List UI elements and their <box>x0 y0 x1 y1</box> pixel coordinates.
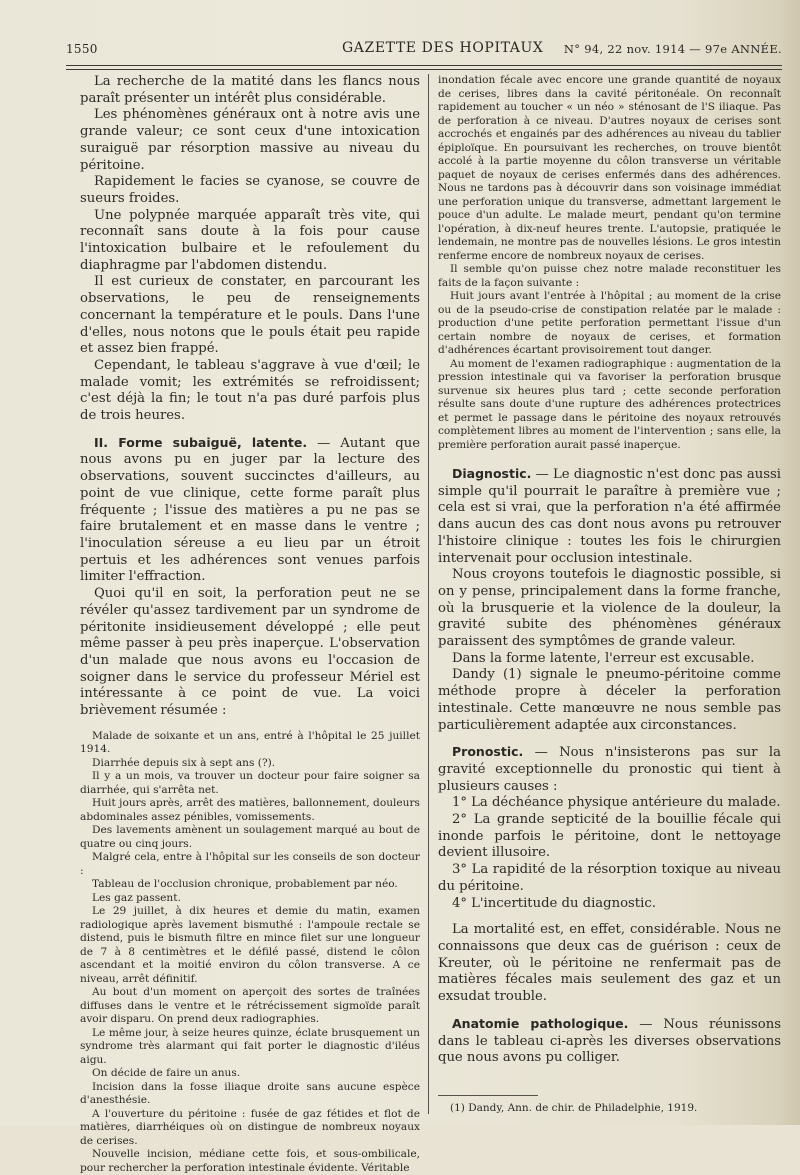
paragraph: Il semble qu'on puisse chez notre malade reconstituer les faits de la façon suivante : <box>438 263 781 289</box>
paragraph: La mortalité est, en effet, considérable. Nous ne connaissons que deux cas de guérison : ceux de Kreuter, où le péritoine ne renfermait pas de matières fécales mais seulement des gaz et un exsudat trouble. <box>438 922 781 1005</box>
paragraph: Rapidement le facies se cyanose, se couvre de sueurs froides. <box>80 174 420 206</box>
paragraph: Cependant, le tableau s'aggrave à vue d'œil; le malade vomit; les extrémités se refroidissent; c'est déjà la fin; le tout n'a pas duré parfois plus de trois heures. <box>80 357 420 424</box>
list-item: 3° La rapidité de la résorption toxique au niveau du péritoine. <box>438 862 781 894</box>
paragraph: Les phénomènes généraux ont à notre avis une grande valeur; ce sont ceux d'une intoxication suraiguë par résorption massive au niveau du péritoine. <box>80 107 420 173</box>
section-text: — Le diagnostic n'est donc pas aussi simple qu'il pourrait le paraître à première vue ; cela est si vrai, que la perforation n'a été affirmée dans aucun des cas dont nous avons pu retrouver l'histoire clinique : toutes les fois le chirurgien intervenait pour occlusion intestinale. <box>438 467 781 566</box>
footnote-rule <box>438 1095 538 1096</box>
journal-title: GAZETTE DES HOPITAUX <box>342 40 544 56</box>
paragraph: Il est curieux de constater, en parcourant les observations, le peu de renseignements concernant la température et le pouls. Dans l'une d'elles, nous notons que le pouls était peu rapide et assez bien frappé. <box>80 274 420 357</box>
right-column <box>438 74 781 1067</box>
observation-line: Incision dans la fosse iliaque droite sans aucune espèce d'anesthésie. <box>80 1080 420 1107</box>
diagnostic-heading: Diagnostic. <box>452 466 532 481</box>
observation-line: Les gaz passent. <box>92 891 181 904</box>
header-rule-bottom <box>66 69 782 70</box>
list-item: 4° L'incertitude du diagnostic. <box>452 895 656 911</box>
anatomie-heading: Anatomie pathologique. <box>452 1015 629 1031</box>
section-paragraph <box>438 744 781 795</box>
list-item: 1° La déchéance physique antérieure du malade. <box>452 795 781 811</box>
observation-line: Au bout d'un moment on aperçoit des sortes de traînées diffuses dans le ventre et le rétrécissement sigmoïde paraît avoir disparu. On prend deux radiographies. <box>80 986 420 1026</box>
column-divider <box>428 74 429 1114</box>
paragraph: Quoi qu'il en soit, la perforation peut ne se révéler qu'assez tardivement par un syndrome de péritonite insidieusement développé ; elle peut même passer à peu près inaperçue. L'observation d'un malade que nous avons eu l'occasion de soigner dans le service du professeur Mériel est intéressante à ce point de vue. La voici brièvement résumée : <box>80 586 420 719</box>
paragraph: Dans la forme latente, l'erreur est excusable. <box>452 650 755 666</box>
paragraph: Au moment de l'examen radiographique : augmentation de la pression intestinale qui va favoriser la perforation brusque survenue six heures plus tard ; cette seconde perforation résulte sans doute d'une rupture des adhérences protectrices et permet le passage dans le péritoine des noyaux retrouvés complètement libres au moment de l'intervention ; sans elle, la première perforation aurait passé inaperçue. <box>438 357 781 451</box>
observation-line: Malade de soixante et un ans, entré à l'hôpital le 25 juillet 1914. <box>80 729 420 756</box>
observation-continued: inondation fécale avec encore une grande quantité de noyaux de cerises, libres dans la cavité péritonéale. On reconnaît rapidement au toucher « un néo » sténosant de l'S iliaque. Pas de perforation à ce niveau. D'autres noyaux de cerises sont accrochés et engainés par des adhérences au niveau du tablier épiploïque. En poursuivant les recherches, on trouve bientôt accolé à la partie moyenne du côlon transverse un véritable paquet de noyaux de cerises enfermés dans des adhérences. Nous ne tardons pas à découvrir dans son voisinage immédiat une perforation unique du transverse, admettant largement le pouce d'un adulte. Le malade meurt, pendant qu'on termine l'opération, à dix-neuf heures trente. L'autopsie, pratiquée le lendemain, ne montre pas de nouvelles lésions. Le gros intestin renferme encore de nombreux noyaux de cerises. <box>438 74 781 262</box>
section-paragraph <box>438 466 781 567</box>
page-header <box>66 40 782 60</box>
footnote: (1) Dandy, Ann. de chir. de Philadelphie, 1919. <box>450 1102 698 1114</box>
section-text: — Nous n'insisterons pas sur la gravité exceptionnelle du pronostic qui tient à plusieurs causes : <box>438 745 781 794</box>
paragraph: Une polypnée marquée apparaît très vite, qui reconnaît sans doute à la fois pour cause l'intoxication bulbaire et le refoulement du diaphragme par l'abdomen distendu. <box>80 207 420 273</box>
observation-line: Le même jour, à seize heures quinze, éclate brusquement un syndrome très alarmant qui fait porter le diagnostic d'iléus aigu. <box>80 1026 420 1066</box>
observation-line: Des lavements amènent un soulagement marqué au bout de quatre ou cinq jours. <box>80 824 420 850</box>
paragraph: Huit jours avant l'entrée à l'hôpital ; au moment de la crise ou de la pseudo-crise de constipation relatée par le malade : production d'une petite perforation permettant l'issue d'un certain nombre de noyaux de cerises, et formation d'adhérences écartant provisoirement tout danger. <box>438 290 781 356</box>
section-heading: II. Forme subaiguë, latente. <box>94 434 308 450</box>
observation-line: A l'ouverture du péritoine : fusée de gaz fétides et flot de matières, diarrhéiques où on distingue de nombreux noyaux de cerises. <box>80 1107 420 1147</box>
observation-line: Nouvelle incision, médiane cette fois, et sous-ombilicale, pour rechercher la perforation intestinale évidente. Véritable <box>80 1148 420 1174</box>
page-number: 1550 <box>66 42 98 56</box>
observation-line: Diarrhée depuis six à sept ans (?). <box>92 756 276 769</box>
observation-line: Malgré cela, entre à l'hôpital sur les conseils de son docteur : <box>80 851 420 877</box>
paragraph: La recherche de la matité dans les flancs nous paraît présenter un intérêt plus considérable. <box>80 74 420 106</box>
observation-line: Le 29 juillet, à dix heures et demie du matin, examen radiologique après lavement bismuthé : l'ampoule rectale se distend, puis le bismuth filtre en mince filet sur une longueur de 7 à 8 centimètres et le défilé passé, distend le côlon ascendant et la moitié environ du côlon transverse. A ce niveau, arrêt définitif. <box>80 905 420 985</box>
observation-line: Huit jours après, arrêt des matières, ballonnement, douleurs abdominales assez pénibles, vomissements. <box>80 797 420 823</box>
observation-block <box>80 730 420 1175</box>
paragraph: Dandy (1) signale le pneumo-péritoine comme méthode propre à déceler la perforation intestinale. Cette manœuvre ne nous semble pas particulièrement adaptée aux circonstances. <box>438 667 781 733</box>
observation-line: Il y a un mois, va trouver un docteur pour faire soigner sa diarrhée, qui s'arrêta net. <box>80 770 420 796</box>
pronostic-heading: Pronostic. <box>452 744 524 760</box>
left-column <box>80 74 420 1175</box>
issue-info: N° 94, 22 nov. 1914 — 97e ANNÉE. <box>563 42 782 56</box>
list-item: 2° La grande septicité de la bouillie fécale qui inonde parfois le péritoine, dont le nettoyage devient illusoire. <box>438 812 781 861</box>
paragraph: Nous croyons toutefois le diagnostic possible, si on y pense, principalement dans la forme franche, où la brusquerie et la violence de la douleur, la gravité subite des phénomènes généraux paraissent des symptômes de grande valeur. <box>438 567 781 650</box>
section-paragraph <box>80 435 420 586</box>
observation-line: On décide de faire un anus. <box>92 1067 241 1080</box>
section-text: — Nous réunissons dans le tableau ci-après les diverses observations que nous avons pu colliger. <box>438 1016 782 1066</box>
section-paragraph <box>438 1016 781 1067</box>
section-text: — Autant que nous avons pu en juger par la lecture des observations, souvent succinctes d'ailleurs, au point de vue clinique, cette forme paraît plus fréquente ; l'issue des matières a pu ne pas se faire brutalement et en masse dans le ventre ; l'inoculation séreuse a eu lieu par un étroit pertuis et les adhérences sont venues parfois limiter l'effraction. <box>80 435 420 585</box>
observation-line: Tableau de l'occlusion chronique, probablement par néo. <box>92 878 398 891</box>
header-rule-top <box>66 65 782 66</box>
